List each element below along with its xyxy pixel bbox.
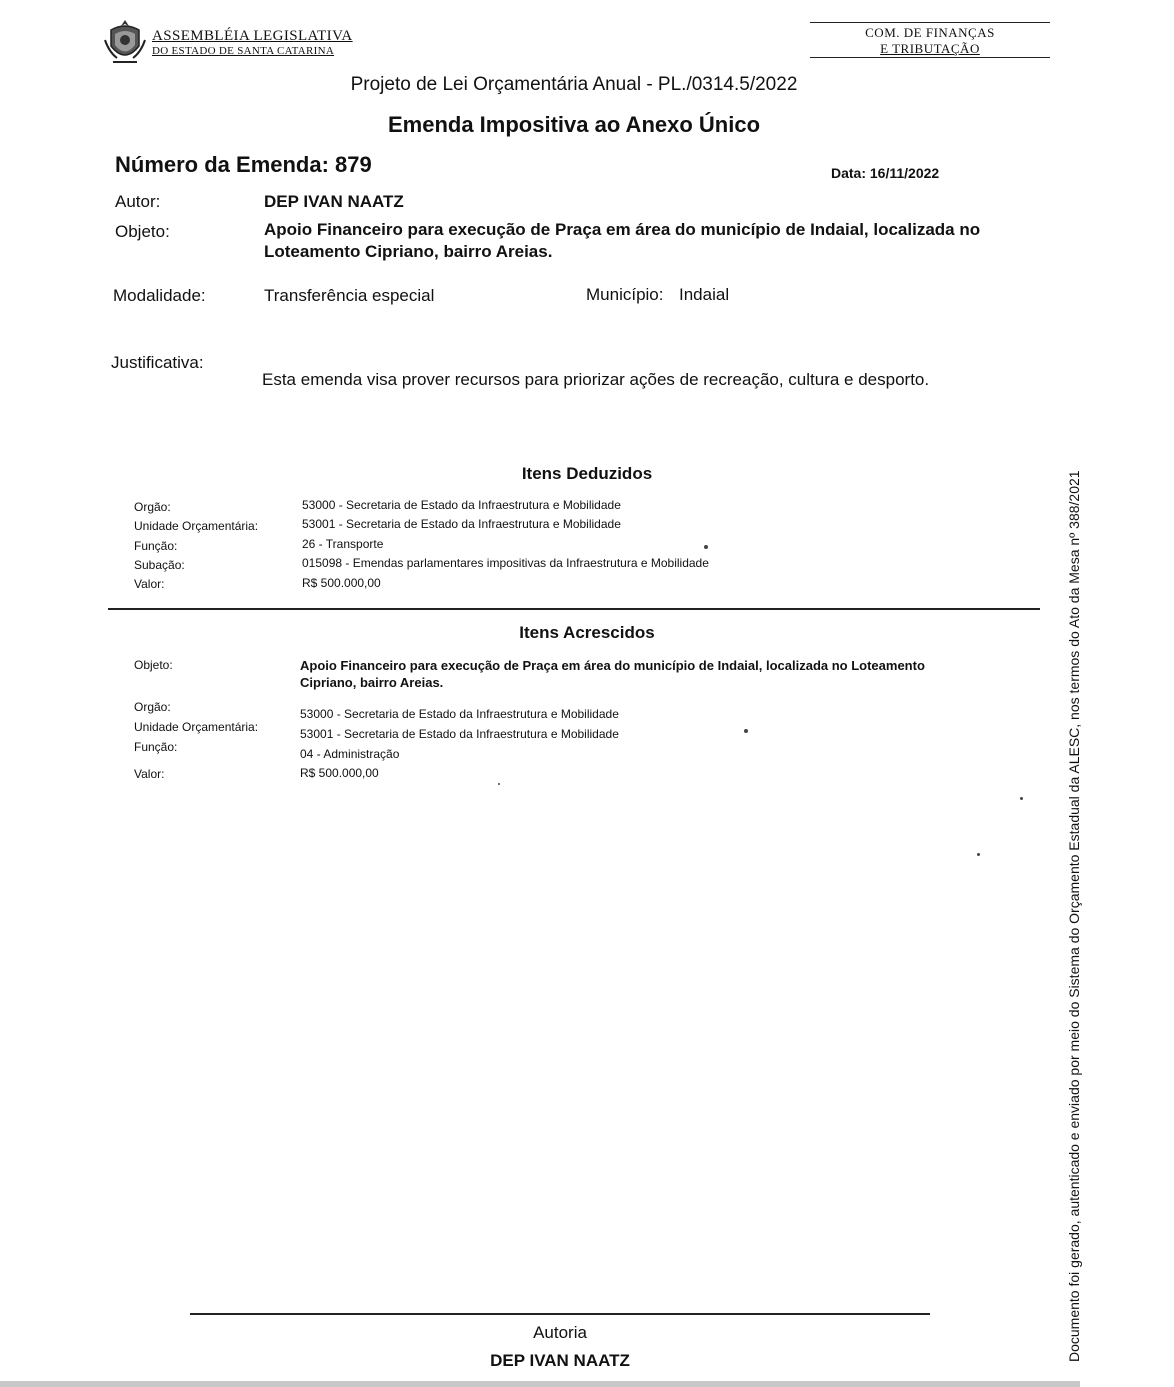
- autoria-label: Autoria: [533, 1323, 587, 1342]
- acrescidos-row-label: Unidade Orçamentária:: [134, 720, 259, 734]
- committee-stamp-bottom-rule: [810, 57, 1050, 58]
- committee-stamp-line2: E TRIBUTAÇÃO: [880, 41, 980, 56]
- deduzidos-row-label: Subação:: [134, 558, 185, 572]
- acrescidos-row-label: Valor:: [134, 767, 165, 781]
- deduzidos-row-value: R$ 500.000,00: [302, 576, 381, 590]
- coat-of-arms-icon: [103, 18, 147, 68]
- acrescidos-objeto-line2: Cipriano, bairro Areias.: [300, 675, 444, 690]
- scan-bottom-edge: [0, 1381, 1080, 1387]
- acrescidos-row-value: 53000 - Secretaria de Estado da Infraestrutura e Mobilidade: [300, 707, 619, 721]
- modalidade-value: Transferência especial: [264, 286, 435, 305]
- deduzidos-row-value: 26 - Transporte: [302, 537, 384, 551]
- objeto-line1: Apoio Financeiro para execução de Praça em área do município de Indaial, localizada no: [264, 220, 981, 239]
- acrescidos-row-label: Orgão:: [134, 700, 171, 714]
- deduzidos-row-label: Unidade Orçamentária:: [134, 519, 259, 533]
- signature-author: DEP IVAN NAATZ: [490, 1351, 630, 1370]
- deduzidos-row-label: Função:: [134, 539, 178, 553]
- coat-of-arms-logo: [103, 18, 147, 68]
- deduzidos-row-label: Valor:: [134, 577, 165, 591]
- deduzidos-title: Itens Deduzidos: [521, 464, 653, 483]
- objeto-line2: Loteamento Cipriano, bairro Areias.: [264, 242, 553, 261]
- section-divider: [108, 608, 1040, 610]
- scan-speck: [744, 729, 748, 733]
- municipio-label: Município:: [586, 285, 664, 304]
- deduzidos-row-value: 53000 - Secretaria de Estado da Infraestrutura e Mobilidade: [302, 498, 621, 512]
- scan-speck: [704, 545, 708, 549]
- justificativa-value: Esta emenda visa prover recursos para priorizar ações de recreação, cultura e desporto.: [262, 370, 930, 389]
- acrescidos-row-label: Função:: [134, 740, 178, 754]
- scan-speck: [1020, 797, 1023, 800]
- org-name-line2: DO ESTADO DE SANTA CATARINA: [152, 45, 335, 57]
- objeto-label: Objeto:: [115, 222, 170, 241]
- org-name-line1: ASSEMBLÉIA LEGISLATIVA: [152, 28, 353, 44]
- committee-stamp-top-rule: [810, 22, 1050, 23]
- document-title: Emenda Impositiva ao Anexo Único: [387, 112, 761, 137]
- scan-speck: [977, 853, 980, 856]
- deduzidos-row-label: Orgão:: [134, 500, 171, 514]
- emenda-number: Número da Emenda: 879: [115, 152, 372, 177]
- acrescidos-objeto-label: Objeto:: [134, 658, 173, 672]
- signature-line: [190, 1313, 930, 1315]
- autor-value: DEP IVAN NAATZ: [264, 192, 404, 211]
- autor-label: Autor:: [115, 192, 161, 211]
- deduzidos-row-value: 53001 - Secretaria de Estado da Infraestrutura e Mobilidade: [302, 517, 621, 531]
- emenda-date: Data: 16/11/2022: [831, 165, 940, 181]
- side-authentication-note: Documento foi gerado, autenticado e enviado por meio do Sistema do Orçamento Estadual da ALESC, nos termos do Ato da Mesa nº 388/2021: [1066, 470, 1082, 1362]
- municipio-value: Indaial: [679, 285, 730, 304]
- acrescidos-row-value: 04 - Administração: [300, 747, 400, 761]
- deduzidos-row-value: 015098 - Emendas parlamentares impositivas da Infraestrutura e Mobilidade: [302, 556, 709, 570]
- projeto-title: Projeto de Lei Orçamentária Anual - PL./0314.5/2022: [350, 74, 798, 95]
- scan-speck: [498, 783, 500, 785]
- committee-stamp-line1: COM. DE FINANÇAS: [865, 25, 995, 40]
- justificativa-label: Justificativa:: [111, 353, 204, 372]
- acrescidos-objeto-line1: Apoio Financeiro para execução de Praça em área do município de Indaial, localizada no Loteamento: [300, 658, 925, 673]
- acrescidos-row-value: R$ 500.000,00: [300, 766, 379, 780]
- acrescidos-title: Itens Acrescidos: [519, 623, 655, 642]
- modalidade-label: Modalidade:: [113, 286, 206, 305]
- acrescidos-row-value: 53001 - Secretaria de Estado da Infraestrutura e Mobilidade: [300, 727, 619, 741]
